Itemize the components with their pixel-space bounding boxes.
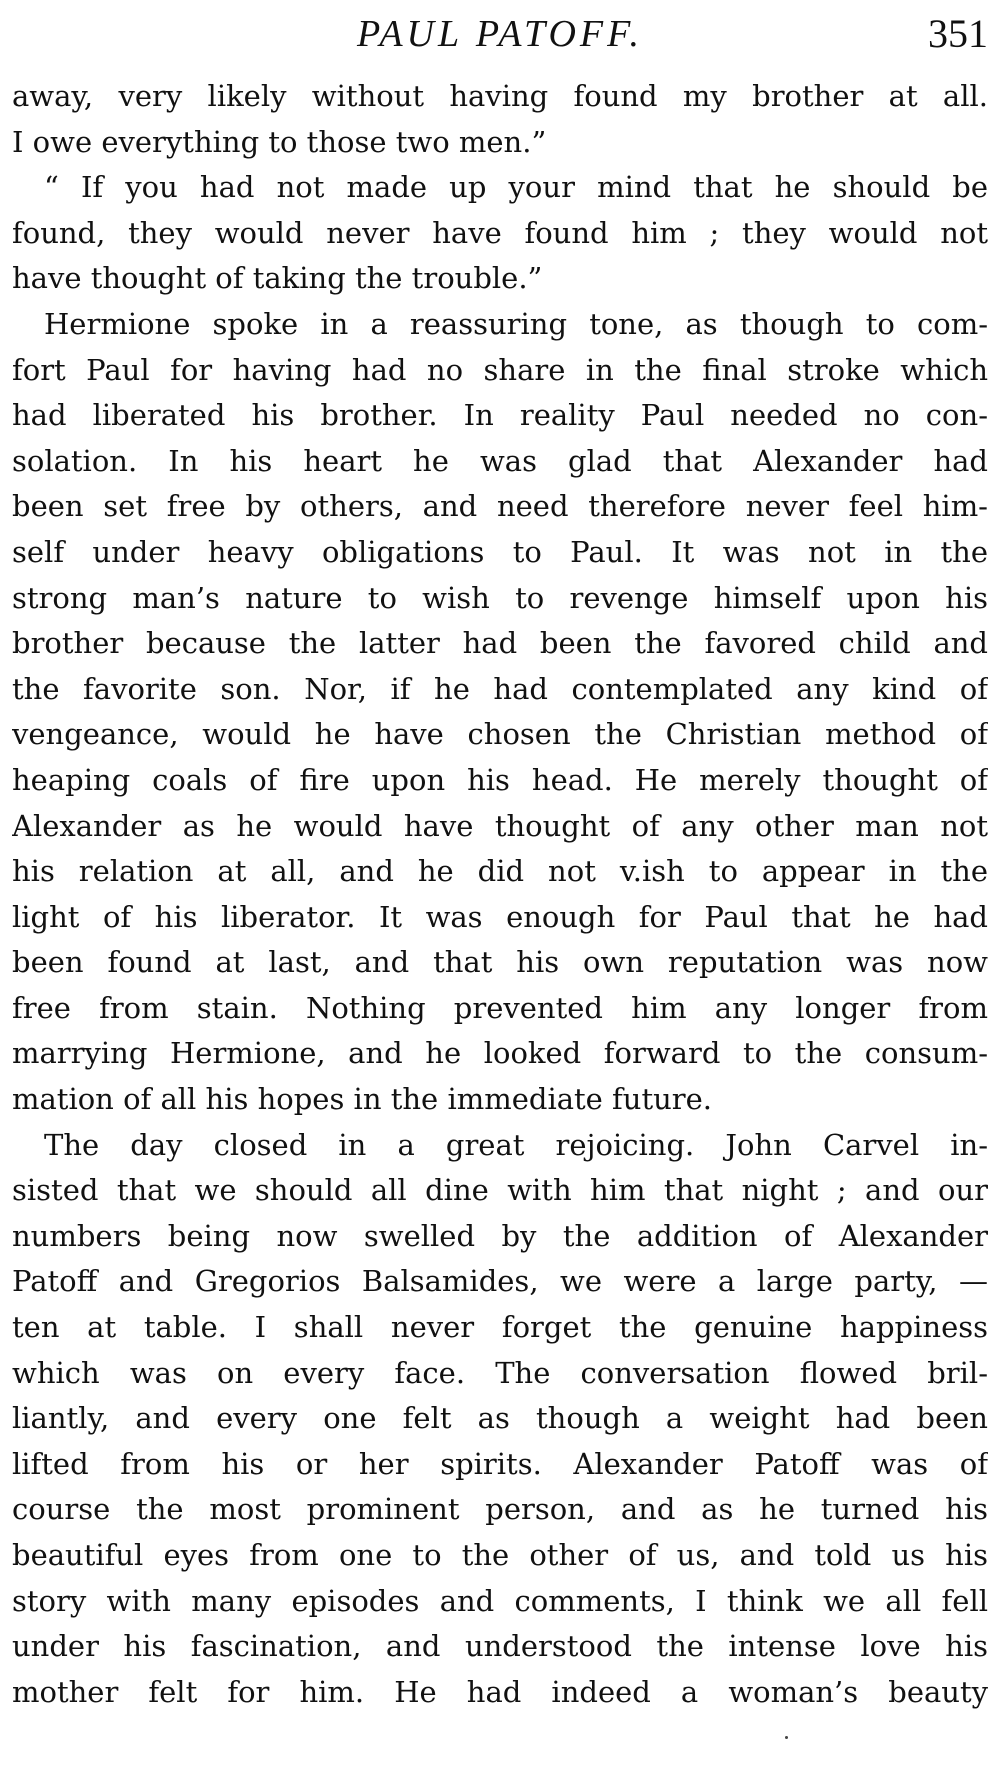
text-line: “ If you had not made up your mind that he should be <box>44 170 988 205</box>
running-title: PAUL PATOFF. <box>357 13 643 55</box>
text-line: had liberated his brother. In reality Paul needed no con- <box>12 398 988 433</box>
text-line: The day closed in a great rejoicing. John Carvel in- <box>44 1127 988 1162</box>
text-line: liantly, and every one felt as though a weight had been <box>12 1401 988 1436</box>
text-line: mother felt for him. He had indeed a woman’s beauty <box>12 1674 988 1709</box>
text-line: story with many episodes and comments, I think we all fell <box>12 1583 988 1618</box>
text-line: found, they would never have found him ; they would not <box>12 215 988 250</box>
text-line: fort Paul for having had no share in the final stroke which <box>12 352 988 387</box>
text-line: been set free by others, and need therefore never feel him- <box>12 489 988 524</box>
text-line: free from stain. Nothing prevented him any longer from <box>12 990 988 1025</box>
text-line: heaping coals of fire upon his head. He merely thought of <box>12 762 988 797</box>
text-line: light of his liberator. It was enough for Paul that he had <box>12 899 988 934</box>
text-line: I owe everything to those two men.” <box>12 124 547 159</box>
text-line: solation. In his heart he was glad that Alexander had <box>12 443 988 478</box>
text-line: the favorite son. Nor, if he had contemplated any kind of <box>12 671 988 706</box>
text-line: course the most prominent person, and as he turned his <box>12 1492 988 1527</box>
text-line: numbers being now swelled by the addition of Alexander <box>12 1218 988 1253</box>
text-line: marrying Hermione, and he looked forward to the consum- <box>12 1036 988 1071</box>
text-line: away, very likely without having found my brother at all. <box>12 79 988 113</box>
text-line: sisted that we should all dine with him that night ; and our <box>12 1173 988 1208</box>
page-header <box>12 8 988 60</box>
text-line: have thought of taking the trouble.” <box>12 261 543 296</box>
text-line: strong man’s nature to wish to revenge himself upon his <box>12 580 988 615</box>
print-speck <box>785 1736 788 1739</box>
text-line: self under heavy obligations to Paul. It was not in the <box>12 534 988 569</box>
text-line: which was on every face. The conversation flowed bril- <box>12 1355 988 1390</box>
text-line: his relation at all, and he did not v.ish to appear in the <box>12 854 988 889</box>
text-line: under his fascination, and understood the intense love his <box>12 1629 988 1664</box>
text-line: brother because the latter had been the favored child and <box>12 626 988 661</box>
text-line: lifted from his or her spirits. Alexander Patoff was of <box>12 1446 988 1481</box>
text-line: been found at last, and that his own reputation was now <box>12 945 988 980</box>
text-line: ten at table. I shall never forget the genuine happiness <box>12 1310 988 1345</box>
text-line: Hermione spoke in a reassuring tone, as though to com- <box>44 306 988 341</box>
text-line: vengeance, would he have chosen the Christian method of <box>12 717 988 752</box>
text-line: Alexander as he would have thought of any other man not <box>12 808 988 843</box>
body-text <box>12 74 988 1715</box>
text-line: mation of all his hopes in the immediate future. <box>12 1082 713 1117</box>
page-number: 351 <box>928 11 988 56</box>
text-line: beautiful eyes from one to the other of us, and told us his <box>12 1538 988 1572</box>
text-line: Patoff and Gregorios Balsamides, we were a large party, — <box>12 1264 988 1299</box>
